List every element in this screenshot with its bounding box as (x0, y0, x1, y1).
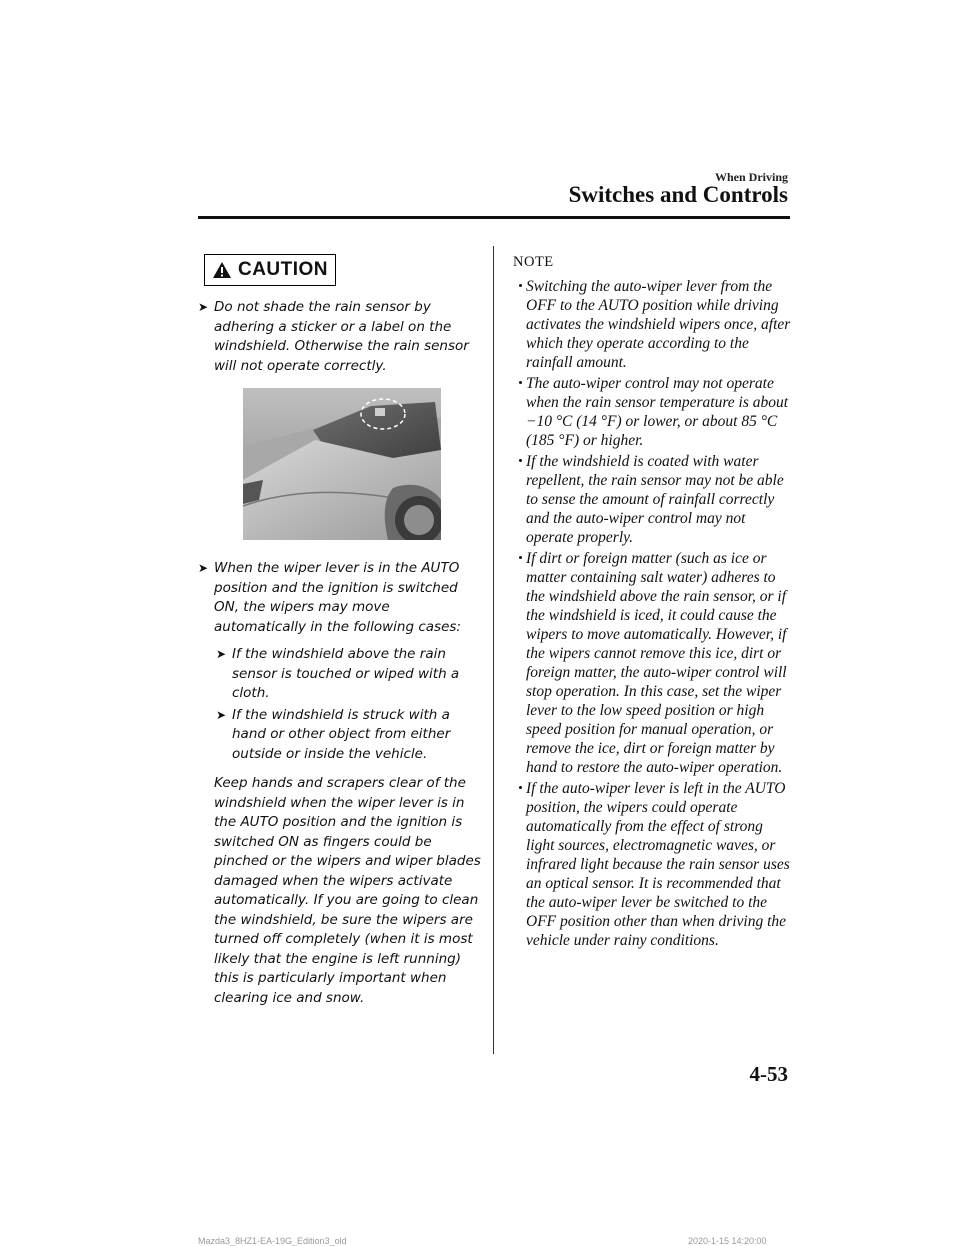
page-number: 4-53 (749, 1062, 788, 1086)
right-column (512, 254, 792, 950)
bullet-icon (519, 459, 522, 462)
note-item-text: If dirt or foreign matter (such as ice or matter containing salt water) adheres to the windshield above the rain sensor, or if the windshield is iced, it could cause the wipers to move automatically. However, if the wipers cannot remove this ice, dirt or foreign matter, the auto-wiper control will stop operation. In this case, set the wiper lever to the low speed position or high speed position for manual operation, or remove the ice, dirt or foreign matter by hand to restore the auto-wiper operation. (526, 550, 787, 776)
caution-paragraph: Keep hands and scrapers clear of the windshield when the wiper lever is in the AUTO position and the ignition is switched ON as fingers could be pinched or the wipers and wiper blades damaged when the wipers activate automatically. If you are going to clean the windshield, be sure the wipers are turned off completely (when it is most likely that the engine is left running) this is particularly important when clearing ice and snow. (214, 775, 481, 1006)
caution-item-text: When the wiper lever is in the AUTO position and the ignition is switched ON, the wipers may move automatically in the following cases: (214, 560, 461, 635)
bullet-icon (519, 556, 522, 559)
bullet-icon (519, 381, 522, 384)
note-list (512, 277, 792, 950)
note-item (512, 452, 792, 547)
caution-subitem-struck (214, 706, 481, 765)
note-item (512, 374, 792, 450)
footer-timestamp: 2020-1-15 14:20:00 (688, 1236, 767, 1246)
note-item-text: Switching the auto-wiper lever from the OFF to the AUTO position while driving activates the windshield wipers once, after which they operate according to the rainfall amount. (526, 278, 791, 371)
left-column (196, 254, 481, 1008)
note-item (512, 277, 792, 372)
caution-label: CAUTION (237, 259, 329, 280)
caution-subitem-touched (214, 645, 481, 704)
column-divider (493, 246, 494, 1054)
caution-item-auto-position (196, 559, 481, 637)
note-item-text: If the auto-wiper lever is left in the AUTO position, the wipers could operate automatically from the effect of strong light sources, electromagnetic waves, or infrared light because the rain sensor uses an optical sensor. It is recommended that the auto-wiper lever be switched to the OFF position other than when driving the vehicle under rainy conditions. (526, 780, 790, 949)
arrow-icon: ➤ (198, 561, 209, 575)
arrow-icon: ➤ (216, 647, 227, 661)
arrow-icon: ➤ (198, 300, 209, 314)
header-section: When Driving (714, 170, 788, 184)
note-item (512, 549, 792, 777)
bullet-icon (519, 284, 522, 287)
caution-subitem-text: If the windshield is struck with a hand or other object from either outside or inside the vehicle. (232, 706, 451, 762)
caution-item-rain-sensor (196, 298, 481, 376)
header-rule (198, 216, 790, 219)
warning-triangle-icon (212, 261, 232, 279)
arrow-icon: ➤ (216, 707, 227, 722)
car-windshield-illustration (243, 388, 441, 540)
note-item-text: The auto-wiper control may not operate when the rain sensor temperature is about −10 °C (14 °F) or lower, or about 85 °C (185 °F) or higher. (526, 375, 789, 449)
note-heading: NOTE (513, 254, 554, 270)
note-item (512, 779, 792, 950)
caution-item-text: Do not shade the rain sensor by adhering a sticker or a label on the windshield. Otherwise the rain sensor will not operate correctly. (214, 299, 469, 374)
note-item-text: If the windshield is coated with water repellent, the rain sensor may not be able to sense the amount of rainfall correctly and the auto-wiper control may not operate properly. (526, 453, 784, 546)
page-title: Switches and Controls (568, 182, 788, 207)
caution-subitem-text: If the windshield above the rain sensor is touched or wiped with a cloth. (232, 646, 460, 701)
bullet-icon (519, 786, 522, 789)
caution-box (204, 254, 336, 286)
footer-document-id: Mazda3_8HZ1-EA-19G_Edition3_old (198, 1236, 347, 1246)
